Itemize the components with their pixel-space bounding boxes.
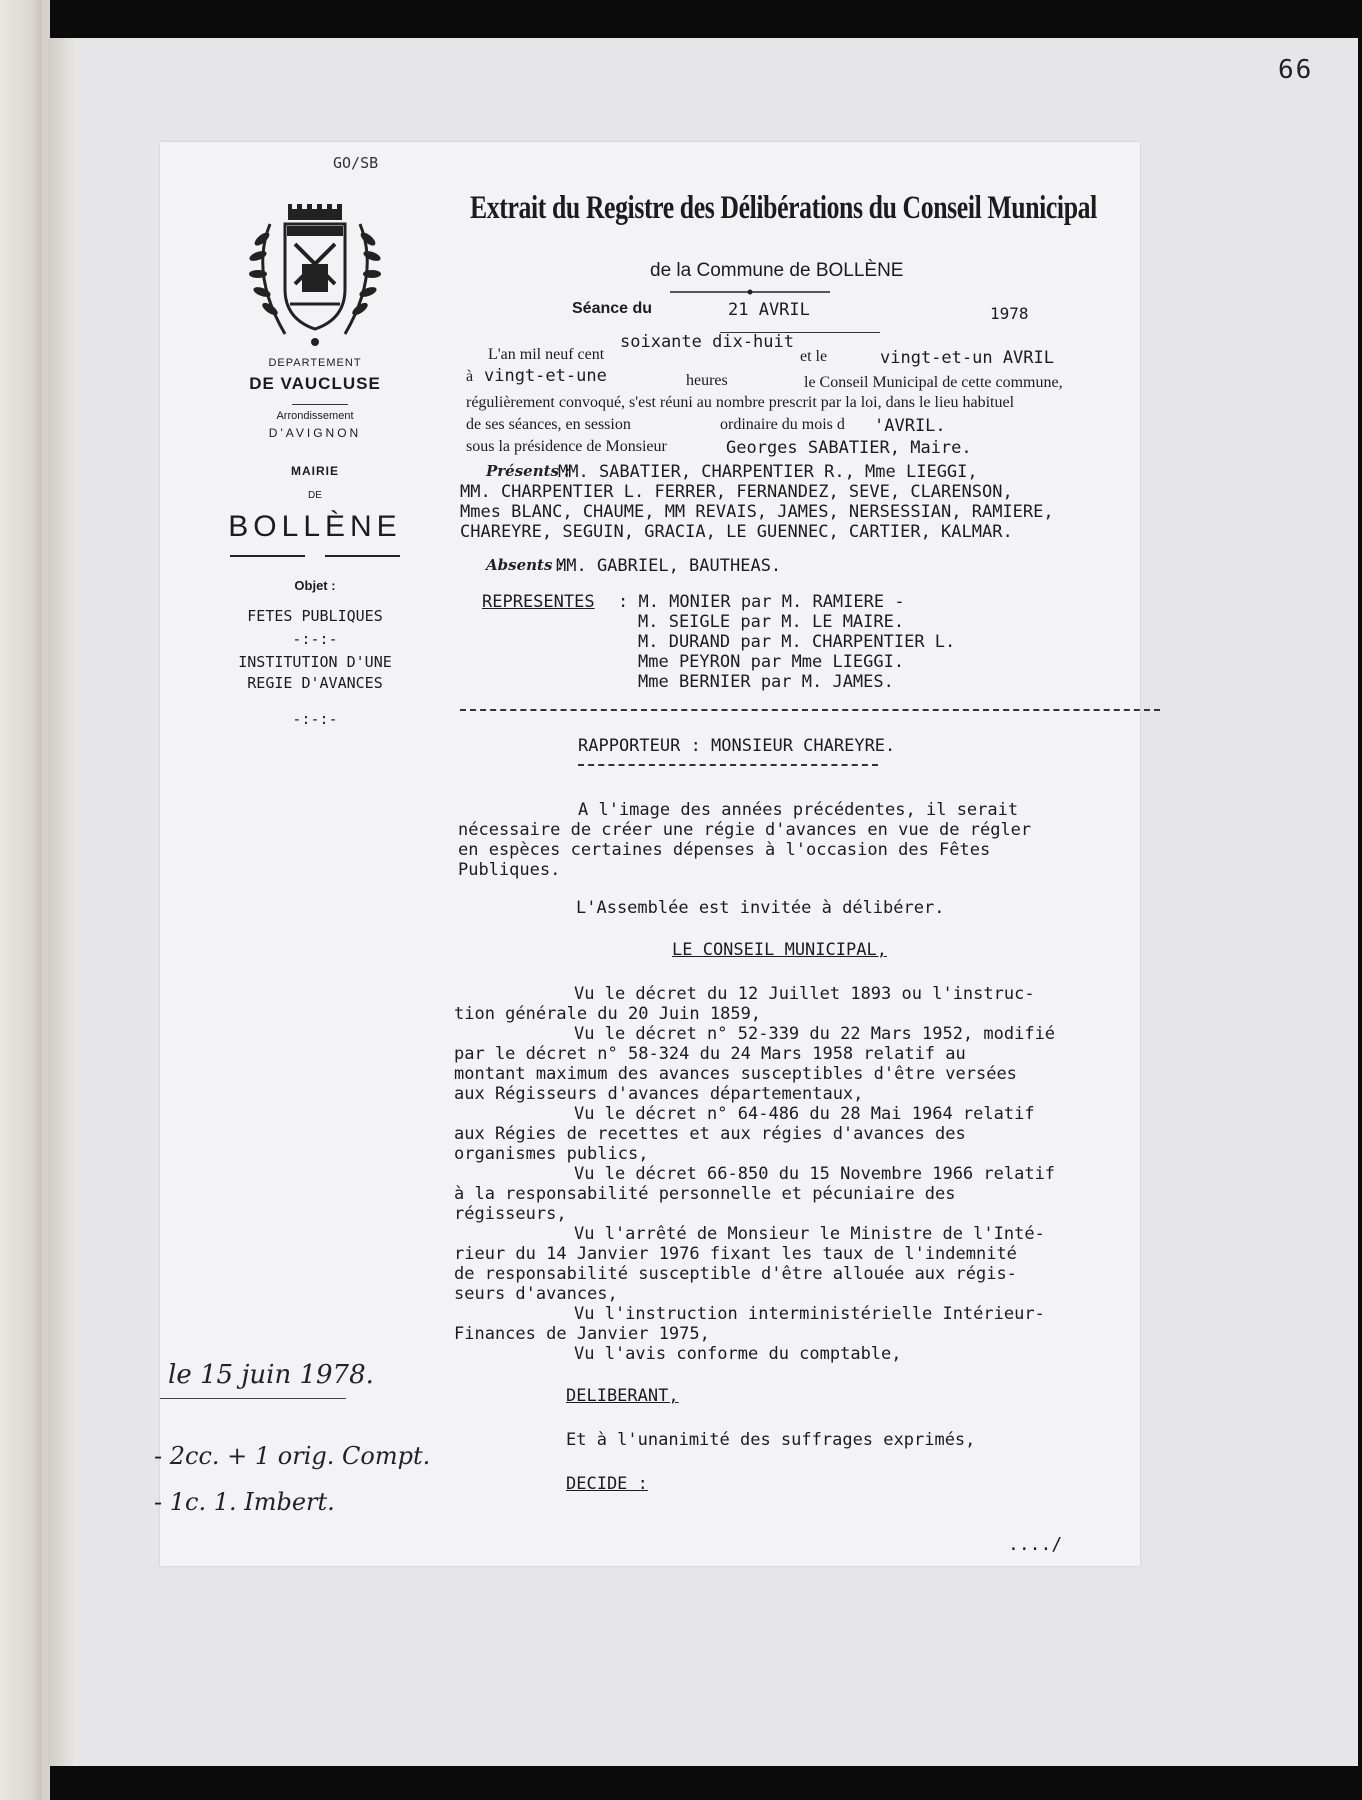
representes-line: Mme PEYRON par Mme LIEGGI. <box>638 652 905 672</box>
vu-line: Vu le décret du 12 Juillet 1893 ou l'instruc- <box>574 984 1035 1004</box>
continuation-mark: ..../ <box>1008 1534 1063 1555</box>
deliberant-heading: DELIBERANT, <box>566 1386 679 1406</box>
handwritten-date: le 15 juin 1978. <box>168 1360 374 1390</box>
handwritten-note: - 1c. 1. Imbert. <box>154 1488 335 1516</box>
vu-line: montant maximum des avances susceptibles d'être versées <box>454 1064 1017 1084</box>
department-name: DE VAUCLUSE <box>249 374 381 393</box>
preamble-year-typed: soixante dix-huit <box>620 332 794 352</box>
de-label: DE <box>308 490 322 501</box>
presents-line: Mmes BLANC, CHAUME, MM REVAIS, JAMES, NERSESSIAN, RAMIERE, <box>460 502 1054 522</box>
vu-line: Vu le décret n° 52-339 du 22 Mars 1952, modifié <box>574 1024 1056 1044</box>
vu-line: aux Régies de recettes et aux régies d'avances des <box>454 1124 966 1144</box>
intro-line: en espèces certaines dépenses à l'occasion des Fêtes <box>458 840 991 860</box>
vu-line: tion générale du 20 Juin 1859, <box>454 1004 762 1024</box>
vu-line: aux Régisseurs d'avances départementaux, <box>454 1084 864 1104</box>
intro-line: A l'image des années précédentes, il serait <box>578 800 1019 820</box>
rapporteur: RAPPORTEUR : MONSIEUR CHAREYRE. <box>578 736 896 756</box>
preamble-printed: le Conseil Municipal de cette commune, <box>804 374 1063 391</box>
representes-line: M. DURAND par M. CHARPENTIER L. <box>638 632 956 652</box>
section-divider <box>460 709 1160 711</box>
representes-label: REPRESENTES <box>482 592 595 612</box>
vu-line: régisseurs, <box>454 1204 567 1224</box>
preamble-line: régulièrement convoqué, s'est réuni au nombre prescrit par la loi, dans le lieu habituel <box>466 394 1015 411</box>
subtitle-ornament <box>670 289 830 295</box>
town-name: BOLLÈNE <box>228 510 402 543</box>
binding-spine <box>0 0 42 1800</box>
reference-code: GO/SB <box>333 154 379 172</box>
vu-line: organismes publics, <box>454 1144 649 1164</box>
town-underline-ornament <box>230 552 400 560</box>
vu-line: à la responsabilité personnelle et pécuniaire des <box>454 1184 956 1204</box>
preamble-printed: L'an mil neuf cent <box>488 346 605 363</box>
vu-line: par le décret n° 58-324 du 24 Mars 1958 relatif au <box>454 1044 966 1064</box>
preamble-month-typed: 'AVRIL. <box>874 416 946 436</box>
seance-label: Séance du <box>572 300 653 317</box>
decide-heading: DECIDE : <box>566 1474 648 1494</box>
intro-line: Publiques. <box>458 860 561 880</box>
arrondissement-label: Arrondissement <box>276 410 354 422</box>
presents-line: MM. SABATIER, CHARPENTIER R., Mme LIEGGI, <box>558 462 978 482</box>
mairie-label: MAIRIE <box>291 464 339 478</box>
handwritten-underline <box>160 1398 346 1399</box>
vu-line: Vu le décret n° 64-486 du 28 Mai 1964 relatif <box>574 1104 1035 1124</box>
representes-line: : M. MONIER par M. RAMIERE - <box>618 592 905 612</box>
vu-line: Vu l'instruction interministérielle Intérieur- <box>574 1304 1045 1324</box>
seance-year: 1978 <box>990 304 1029 323</box>
vu-line: Vu l'arrêté de Monsieur le Ministre de l'Inté- <box>574 1224 1045 1244</box>
objet-line: REGIE D'AVANCES <box>247 674 383 692</box>
absents-label: Absents : <box>486 556 564 574</box>
page-number: 66 <box>1278 55 1314 85</box>
preamble-printed: à <box>466 368 474 385</box>
town-crest-emblem <box>240 194 390 349</box>
intro-line: nécessaire de créer une régie d'avances en vue de régler <box>458 820 1032 840</box>
preamble-printed: ordinaire du mois d <box>720 416 845 433</box>
presents-label: Présents : <box>486 462 570 480</box>
arrondissement-name: D'AVIGNON <box>268 426 362 440</box>
preamble-printed: de ses séances, en session <box>466 416 631 433</box>
vu-line: Vu l'avis conforme du comptable, <box>574 1344 902 1364</box>
vu-line: seurs d'avances, <box>454 1284 618 1304</box>
preamble-president-typed: Georges SABATIER, Maire. <box>726 438 972 458</box>
objet-line: INSTITUTION D'UNE <box>238 653 392 671</box>
presents-line: CHAREYRE, SEGUIN, GRACIA, LE GUENNEC, CARTIER, KALMAR. <box>460 522 1013 542</box>
representes-line: Mme BERNIER par M. JAMES. <box>638 672 894 692</box>
deliberation-sheet <box>154 142 1140 1566</box>
preamble-day-typed: vingt-et-un AVRIL <box>880 348 1054 368</box>
objet-line: FETES PUBLIQUES <box>247 607 383 625</box>
page-gutter-shadow <box>48 38 80 1766</box>
absents-text: MM. GABRIEL, BAUTHEAS. <box>556 556 782 576</box>
objet-line: -:-:- <box>292 710 338 728</box>
rapporteur-underline <box>578 764 878 766</box>
vu-line: rieur du 14 Janvier 1976 fixant les taux de l'indemnité <box>454 1244 1017 1264</box>
vu-line: Vu le décret 66-850 du 15 Novembre 1966 relatif <box>574 1164 1056 1184</box>
document-subtitle: de la Commune de BOLLÈNE <box>650 260 904 281</box>
unanimite-text: Et à l'unanimité des suffrages exprimés, <box>566 1430 976 1450</box>
vu-line: Finances de Janvier 1975, <box>454 1324 710 1344</box>
preamble-hour-typed: vingt-et-une <box>484 366 607 386</box>
presents-line: MM. CHARPENTIER L. FERRER, FERNANDEZ, SEVE, CLARENSON, <box>460 482 1013 502</box>
preamble-printed: sous la présidence de Monsieur <box>466 438 667 455</box>
invite-text: L'Assemblée est invitée à délibérer. <box>576 898 945 918</box>
representes-line: M. SEIGLE par M. LE MAIRE. <box>638 612 905 632</box>
document-title: Extrait du Registre des Délibérations du Conseil Municipal <box>470 190 1097 226</box>
divider <box>292 404 348 405</box>
preamble-printed: et le <box>800 348 828 365</box>
objet-label: Objet : <box>294 578 336 593</box>
conseil-heading: LE CONSEIL MUNICIPAL, <box>672 940 887 960</box>
vu-line: de responsabilité susceptible d'être allouée aux régis- <box>454 1264 1017 1284</box>
seance-date: 21 AVRIL <box>728 300 810 320</box>
preamble-printed: heures <box>686 372 728 389</box>
handwritten-note: - 2cc. + 1 orig. Compt. <box>154 1442 431 1470</box>
department-label: DEPARTEMENT <box>268 357 362 369</box>
objet-line: -:-:- <box>292 630 338 648</box>
